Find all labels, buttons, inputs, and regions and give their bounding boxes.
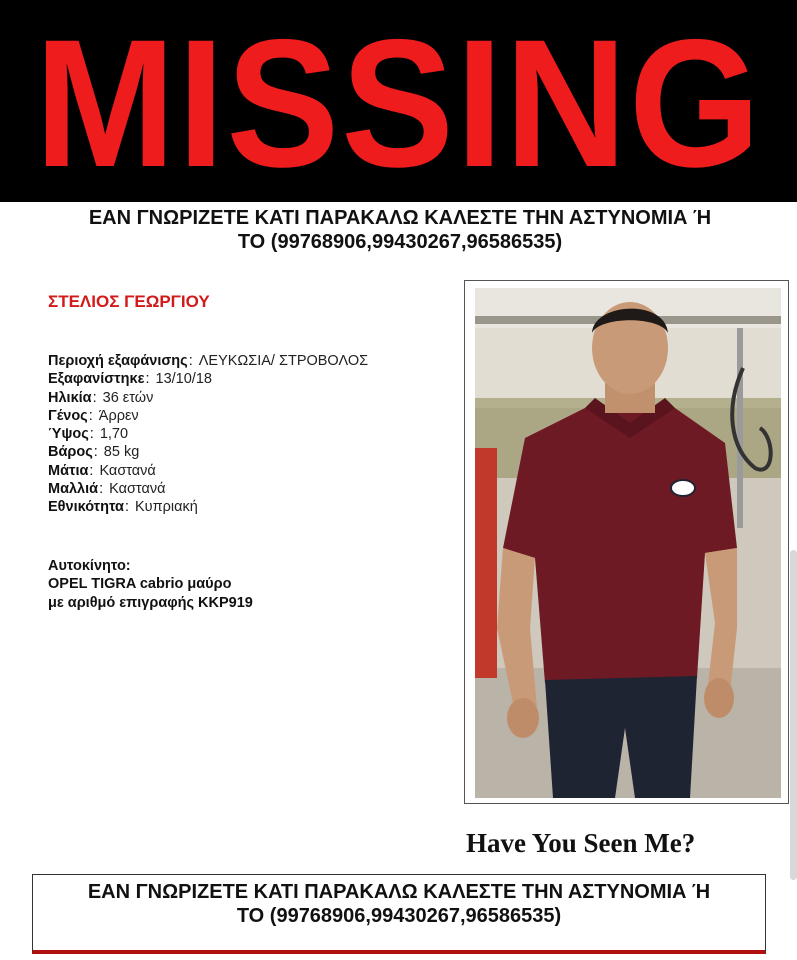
detail-row-gender: Γένος: Άρρεν (48, 407, 139, 424)
contact-plea-bottom-line2: ΤΟ (99768906,99430267,96586535) (236, 905, 562, 927)
car-info (48, 557, 253, 612)
missing-title: MISSING (34, 1, 763, 205)
person-photo-icon (475, 288, 781, 798)
detail-row-date: Εξαφανίστηκε: 13/10/18 (48, 371, 212, 388)
car-label: Αυτοκίνητο: (48, 558, 131, 574)
contact-plea-line1: ΕΑΝ ΓΝΩΡΙΖΕΤΕ ΚΑΤΙ ΠΑΡΑΚΑΛΩ ΚΑΛΕΣΤΕ ΤΗΝ ΑΣΤΥΝΟΜΙΑ Ή (88, 207, 712, 229)
contact-plea-bottom (32, 880, 766, 928)
detail-row-nationality: Εθνικότητα: Κυπριακή (48, 499, 198, 516)
contact-plea-line2: ΤΟ (99768906,99430267,96586535) (237, 231, 563, 253)
person-name: ΣΤΕΛΙΟΣ ΓΕΩΡΓΙΟΥ (48, 292, 210, 311)
contact-plea-top (40, 206, 760, 254)
detail-row-eyes: Μάτια: Καστανά (48, 462, 156, 479)
person-details (48, 352, 468, 517)
detail-row-height: Ύψος: 1,70 (48, 426, 129, 443)
detail-row-area: Περιοχή εξαφάνισης: ΛΕΥΚΩΣΙΑ/ ΣΤΡΟΒΟΛΟΣ (48, 353, 369, 369)
detail-row-age: Ηλικία: 36 ετών (48, 389, 154, 406)
car-plate: με αριθμό επιγραφής ΚΚΡ919 (48, 594, 253, 611)
contact-plea-bottom-line1: ΕΑΝ ΓΝΩΡΙΖΕΤΕ ΚΑΤΙ ΠΑΡΑΚΑΛΩ ΚΑΛΕΣΤΕ ΤΗΝ ΑΣΤΥΝΟΜΙΑ Ή (87, 881, 711, 903)
missing-banner (0, 0, 797, 205)
tagline: Have You Seen Me? (466, 828, 696, 858)
scrollbar[interactable] (790, 550, 797, 880)
car-model: OPEL TIGRA cabrio μαύρο (48, 576, 232, 593)
detail-row-weight: Βάρος: 85 kg (48, 444, 140, 461)
detail-row-hair: Μαλλιά: Καστανά (48, 481, 166, 498)
